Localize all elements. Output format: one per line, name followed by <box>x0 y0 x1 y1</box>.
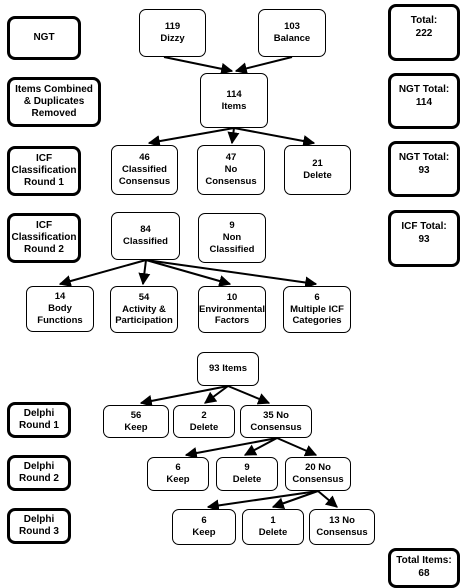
node-keep-6-round2: 6 Keep <box>147 457 209 491</box>
arrow-classified-to-activity <box>143 260 146 284</box>
node-environmental-factors: 10 Environmental Factors <box>198 286 266 333</box>
arrow-nc35-to-keep <box>186 438 277 455</box>
arrow-nc20-to-keep <box>208 491 318 507</box>
node-body-functions: 14 Body Functions <box>26 286 94 332</box>
arrow-nc35-to-no-consensus <box>277 438 316 455</box>
node-delete-2: 2 Delete <box>173 405 235 438</box>
node-no-consensus-35: 35 No Consensus <box>240 405 312 438</box>
arrow-items-to-no-consensus <box>232 128 234 143</box>
node-keep-56: 56 Keep <box>103 405 169 438</box>
arrow-dizzy-to-items <box>164 57 232 71</box>
node-delete-9: 9 Delete <box>216 457 278 491</box>
icf-total-93: ICF Total: 93 <box>388 210 460 267</box>
node-no-consensus-13: 13 No Consensus <box>309 509 375 545</box>
ngt-total-114: NGT Total: 114 <box>388 73 460 129</box>
node-non-classified-9: 9 Non Classified <box>198 213 266 263</box>
node-dizzy: 119 Dizzy <box>139 9 206 57</box>
node-delete-1: 1 Delete <box>242 509 304 545</box>
stage-label-icf-round-1: ICF Classification Round 1 <box>7 146 81 196</box>
stage-label-items-combined: Items Combined & Duplicates Removed <box>7 77 101 127</box>
arrow-items-to-delete <box>234 128 314 143</box>
node-no-consensus-47: 47 No Consensus <box>197 145 265 195</box>
node-multiple-icf: 6 Multiple ICF Categories <box>283 286 351 333</box>
node-keep-6-round3: 6 Keep <box>172 509 236 545</box>
arrow-items-to-classified-consensus <box>149 128 234 143</box>
stage-label-delphi-round-3: Delphi Round 3 <box>7 508 71 544</box>
node-activity-participation: 54 Activity & Participation <box>110 286 178 333</box>
total-items-68: Total Items: 68 <box>388 548 460 588</box>
node-classified-consensus: 46 Classified Consensus <box>111 145 178 195</box>
node-classified-84: 84 Classified <box>111 212 180 260</box>
node-no-consensus-20: 20 No Consensus <box>285 457 351 491</box>
stage-label-ngt: NGT <box>7 16 81 60</box>
arrow-classified-to-body <box>60 260 146 284</box>
stage-label-icf-round-2: ICF Classification Round 2 <box>7 213 81 263</box>
node-114-items: 114 Items <box>200 73 268 128</box>
stage-label-delphi-round-1: Delphi Round 1 <box>7 402 71 438</box>
node-delete-21: 21 Delete <box>284 145 351 195</box>
arrow-balance-to-items <box>236 57 292 71</box>
arrow-nc20-to-no-consensus <box>318 491 337 507</box>
node-93-items: 93 Items <box>197 352 259 386</box>
stage-label-delphi-round-2: Delphi Round 2 <box>7 455 71 491</box>
ngt-total-93: NGT Total: 93 <box>388 141 460 197</box>
node-balance: 103 Balance <box>258 9 326 57</box>
arrow-classified-to-multiple <box>146 260 316 284</box>
arrow-classified-to-environmental <box>146 260 230 284</box>
total-222: Total: 222 <box>388 4 460 61</box>
arrow-items93-to-no-consensus <box>228 386 269 403</box>
